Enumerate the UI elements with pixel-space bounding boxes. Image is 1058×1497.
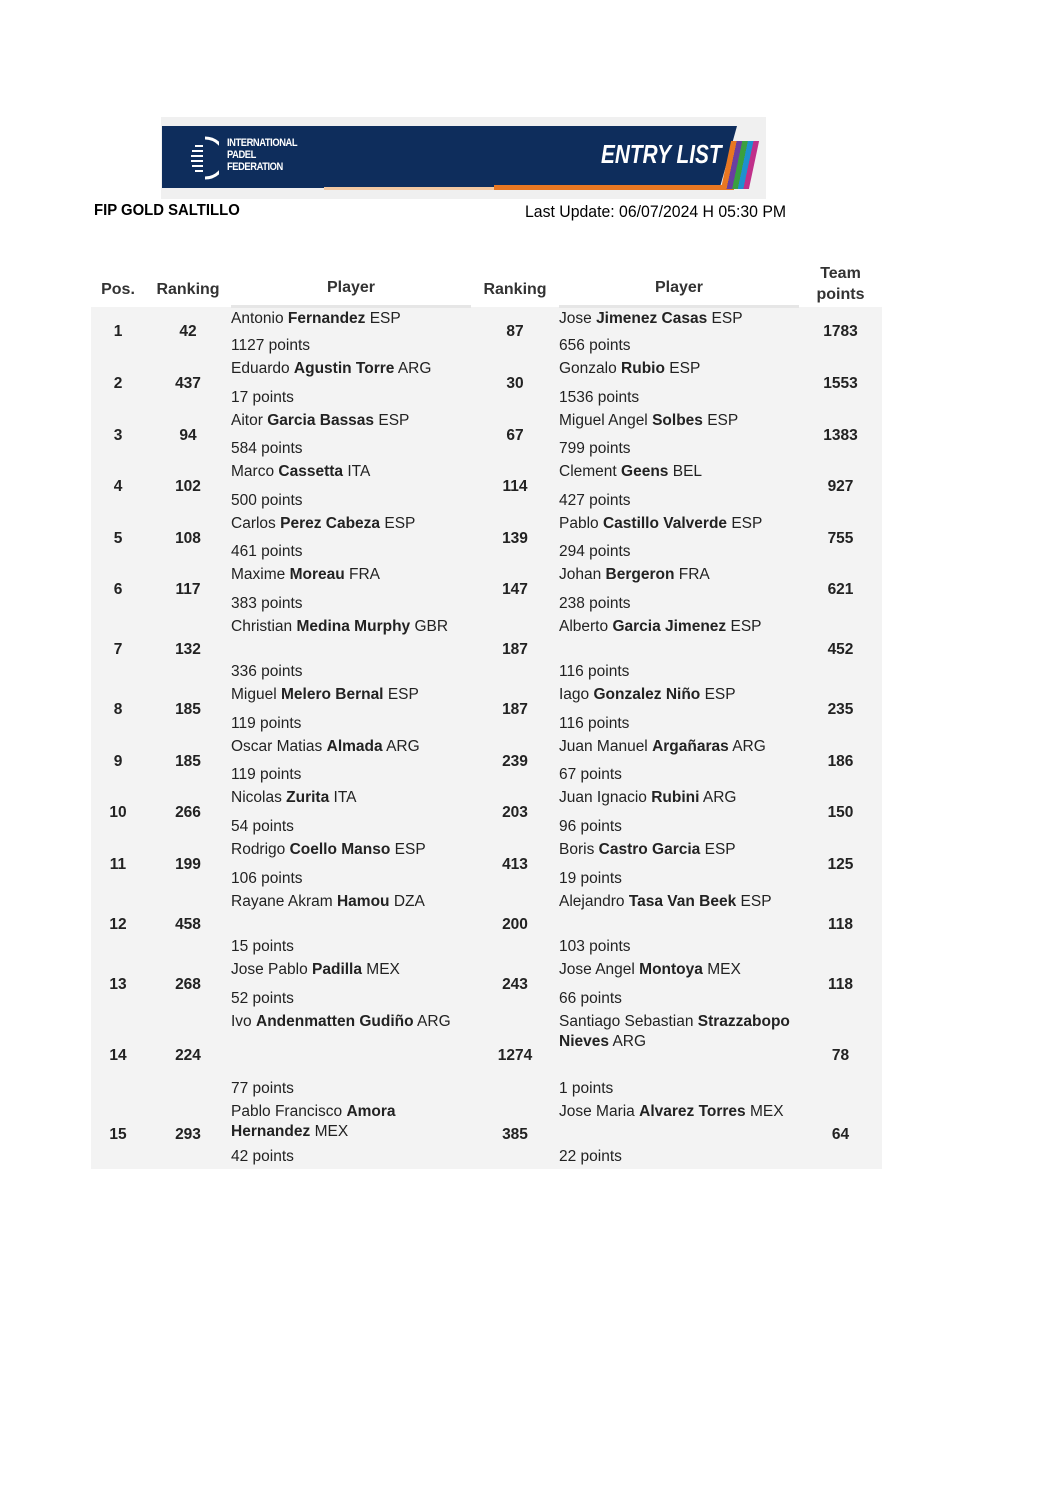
player-points: 1127 points xyxy=(231,337,310,354)
player-points: 500 points xyxy=(231,492,303,509)
player-name xyxy=(559,617,799,637)
player-cell xyxy=(231,513,471,564)
col-team-points xyxy=(799,252,882,307)
team-points: 452 xyxy=(827,641,854,658)
player-first-name: Gonzalo xyxy=(559,360,617,377)
player-name xyxy=(231,514,471,534)
player-cell xyxy=(231,959,471,1011)
player-points: 66 points xyxy=(559,990,622,1007)
player-first-name: Alejandro xyxy=(559,893,625,910)
player-first-name: Carlos xyxy=(231,515,276,532)
team-points: 1783 xyxy=(823,323,858,341)
ranking-2: 385 xyxy=(502,1126,528,1143)
table-row xyxy=(91,513,882,564)
player-points: 336 points xyxy=(231,663,303,680)
player-name xyxy=(231,309,471,329)
player-last-name: Gonzalez Niño xyxy=(593,686,701,703)
player-first-name: Juan Ignacio xyxy=(559,789,647,806)
player-name xyxy=(559,788,799,808)
player-last-name: Argañaras xyxy=(652,738,729,755)
ranking-1: 94 xyxy=(179,426,197,444)
player-cell xyxy=(559,839,799,891)
player-first-name: Aitor xyxy=(231,412,263,429)
player-first-name: Alberto xyxy=(559,618,609,635)
ranking-2: 147 xyxy=(502,581,528,598)
player-points: 294 points xyxy=(559,543,631,560)
team-points: 186 xyxy=(827,752,854,770)
ranking-1: 458 xyxy=(175,916,201,933)
position: 2 xyxy=(113,375,123,392)
player-points: 106 points xyxy=(231,870,303,887)
player-points: 42 points xyxy=(231,1148,294,1165)
ranking-2: 1274 xyxy=(497,1047,533,1064)
ranking-2: 114 xyxy=(502,478,528,495)
player-name xyxy=(231,1102,471,1142)
player-last-name: Hamou xyxy=(336,893,390,910)
player-cell xyxy=(559,564,799,616)
player-first-name: Juan Manuel xyxy=(559,738,648,755)
col-team-points-line2: points xyxy=(816,285,865,303)
player-last-name: Rubini xyxy=(651,789,700,806)
player-name xyxy=(231,960,471,980)
player-name xyxy=(559,1102,799,1122)
player-points: 52 points xyxy=(231,990,294,1007)
player-first-name: Jose Pablo xyxy=(231,961,308,978)
player-cell xyxy=(231,410,471,461)
ranking-1: 437 xyxy=(175,375,201,392)
player-country: FRA xyxy=(349,566,381,583)
player-country: FRA xyxy=(678,566,710,583)
team-points: 235 xyxy=(827,701,854,718)
player-cell xyxy=(231,839,471,891)
player-name xyxy=(231,462,471,482)
ranking-2: 30 xyxy=(506,375,524,392)
player-cell xyxy=(231,564,471,616)
position: 13 xyxy=(109,976,127,993)
player-country: BEL xyxy=(672,463,703,480)
player-points: 427 points xyxy=(559,492,631,509)
player-country: ARG xyxy=(612,1033,647,1050)
player-first-name: Marco xyxy=(231,463,275,480)
ranking-2: 87 xyxy=(506,323,524,341)
position: 6 xyxy=(113,581,123,598)
player-points: 383 points xyxy=(231,595,303,612)
banner-title: ENTRY LIST xyxy=(601,139,722,169)
player-cell xyxy=(559,616,799,684)
position: 3 xyxy=(113,426,123,444)
player-first-name: Ivo xyxy=(231,1013,252,1030)
player-country: ESP xyxy=(387,686,419,703)
player-points: 656 points xyxy=(559,337,631,354)
ranking-2: 243 xyxy=(502,976,528,993)
player-last-name: Solbes xyxy=(652,412,703,429)
player-last-name: Garcia Jimenez xyxy=(612,618,727,635)
ranking-1: 224 xyxy=(175,1047,201,1064)
player-name xyxy=(559,892,799,912)
player-name xyxy=(559,1012,799,1052)
player-points: 15 points xyxy=(231,938,294,955)
player-last-name: Zurita xyxy=(286,789,330,806)
player-name xyxy=(559,840,799,860)
player-name xyxy=(559,685,799,705)
player-country: ESP xyxy=(378,412,410,429)
table-row xyxy=(91,564,882,616)
player-name xyxy=(231,411,471,431)
ranking-2: 413 xyxy=(502,856,528,873)
ranking-1: 266 xyxy=(175,804,201,821)
player-country: ESP xyxy=(384,515,416,532)
table-row xyxy=(91,358,882,410)
ranking-1: 132 xyxy=(175,641,201,658)
player-name xyxy=(231,685,471,705)
player-last-name: Coello Manso xyxy=(289,841,391,858)
player-cell xyxy=(231,736,471,787)
col-ranking-2: Ranking xyxy=(483,280,547,298)
player-country: ESP xyxy=(669,360,701,377)
player-country: ESP xyxy=(730,618,762,635)
fip-logo-icon xyxy=(189,135,219,181)
player-country: ESP xyxy=(369,310,401,327)
player-country: MEX xyxy=(707,961,741,978)
player-points: 119 points xyxy=(231,715,302,732)
player-points: 584 points xyxy=(231,440,303,457)
player-cell xyxy=(231,1101,471,1169)
player-country: ESP xyxy=(740,893,772,910)
player-name xyxy=(231,892,471,912)
player-name xyxy=(559,462,799,482)
ranking-1: 185 xyxy=(175,701,201,718)
player-last-name: Moreau xyxy=(289,566,345,583)
team-points: 621 xyxy=(827,581,854,598)
table-row xyxy=(91,839,882,891)
player-country: ARG xyxy=(417,1013,451,1030)
table-row xyxy=(91,787,882,839)
ranking-2: 187 xyxy=(502,641,528,658)
table-row xyxy=(91,616,882,684)
player-first-name: Eduardo xyxy=(231,360,290,377)
player-name xyxy=(559,309,799,329)
player-last-name: Andenmatten Gudiño xyxy=(256,1013,414,1030)
position: 5 xyxy=(113,529,123,547)
player-last-name: Amora Hernandez xyxy=(231,1103,396,1140)
player-country: ESP xyxy=(704,686,736,703)
player-points: 17 points xyxy=(231,389,294,406)
col-player-2: Player xyxy=(559,252,799,307)
player-first-name: Rodrigo xyxy=(231,841,286,858)
player-points: 22 points xyxy=(559,1148,622,1165)
player-name xyxy=(231,840,471,860)
player-country: ESP xyxy=(704,841,736,858)
player-country: ITA xyxy=(333,789,357,806)
player-first-name: Christian xyxy=(231,618,293,635)
player-cell xyxy=(559,891,799,959)
player-first-name: Rayane Akram xyxy=(231,893,333,910)
player-points: 799 points xyxy=(559,440,631,457)
table-row xyxy=(91,1101,882,1169)
player-first-name: Santiago Sebastian xyxy=(559,1013,694,1030)
player-cell xyxy=(231,1011,471,1101)
player-name xyxy=(559,565,799,585)
player-first-name: Oscar Matias xyxy=(231,738,323,755)
col-player-1: Player xyxy=(231,252,471,307)
player-first-name: Antonio xyxy=(231,310,284,327)
player-cell xyxy=(559,410,799,461)
table-row xyxy=(91,684,882,736)
player-country: ESP xyxy=(731,515,763,532)
ranking-1: 102 xyxy=(175,478,201,495)
ranking-1: 199 xyxy=(175,856,201,873)
player-cell xyxy=(559,684,799,736)
player-name xyxy=(559,514,799,534)
position: 9 xyxy=(113,752,123,770)
player-country: ARG xyxy=(702,789,737,806)
player-last-name: Alvarez Torres xyxy=(639,1103,746,1120)
ranking-2: 203 xyxy=(502,804,528,821)
team-points: 1553 xyxy=(823,375,858,392)
table-row xyxy=(91,461,882,513)
col-ranking-1: Ranking xyxy=(156,280,220,298)
ranking-2: 139 xyxy=(502,529,528,547)
player-last-name: Agustin Torre xyxy=(293,360,395,377)
player-last-name: Strazzabopo Nieves xyxy=(559,1013,790,1050)
player-cell xyxy=(231,684,471,736)
banner-accent-bar xyxy=(494,185,734,190)
table-row xyxy=(91,307,882,359)
player-last-name: Medina Murphy xyxy=(296,618,411,635)
player-name xyxy=(231,359,471,379)
player-first-name: Jose Angel xyxy=(559,961,635,978)
ranking-1: 108 xyxy=(175,529,201,547)
player-cell xyxy=(559,358,799,410)
col-team-points-line1: Team xyxy=(820,264,861,282)
player-cell xyxy=(559,736,799,787)
player-country: ARG xyxy=(397,360,432,377)
player-name xyxy=(231,565,471,585)
player-country: ARG xyxy=(386,738,420,755)
position: 4 xyxy=(113,478,123,495)
player-last-name: Montoya xyxy=(639,961,703,978)
banner-accent-line xyxy=(324,187,494,190)
player-first-name: Boris xyxy=(559,841,595,858)
ranking-1: 117 xyxy=(175,581,201,598)
table-row xyxy=(91,891,882,959)
position: 15 xyxy=(109,1126,127,1143)
ranking-2: 200 xyxy=(502,916,528,933)
player-points: 461 points xyxy=(231,543,303,560)
player-points: 103 points xyxy=(559,938,631,955)
player-points: 19 points xyxy=(559,870,622,887)
player-first-name: Clement xyxy=(559,463,617,480)
player-last-name: Perez Cabeza xyxy=(280,515,381,532)
player-first-name: Iago xyxy=(559,686,590,703)
ranking-2: 67 xyxy=(506,426,524,444)
player-first-name: Jose xyxy=(559,310,592,327)
player-points: 1536 points xyxy=(559,389,640,406)
player-points: 238 points xyxy=(559,595,631,612)
position: 1 xyxy=(113,323,123,341)
player-cell xyxy=(231,461,471,513)
player-points: 119 points xyxy=(231,766,302,783)
player-name xyxy=(559,359,799,379)
player-first-name: Pablo xyxy=(559,515,599,532)
team-points: 118 xyxy=(827,976,853,993)
player-cell xyxy=(231,787,471,839)
player-last-name: Tasa Van Beek xyxy=(628,893,737,910)
table-header xyxy=(91,252,882,307)
player-last-name: Rubio xyxy=(621,360,665,377)
player-country: ARG xyxy=(732,738,766,755)
player-country: DZA xyxy=(393,893,425,910)
header-banner xyxy=(161,117,766,199)
player-last-name: Castillo Valverde xyxy=(602,515,728,532)
table-row xyxy=(91,959,882,1011)
entry-list-table xyxy=(91,252,882,1169)
player-points: 96 points xyxy=(559,818,622,835)
player-last-name: Geens xyxy=(621,463,669,480)
table-row xyxy=(91,736,882,787)
ranking-2: 187 xyxy=(502,701,528,718)
player-country: MEX xyxy=(749,1103,784,1120)
position: 8 xyxy=(113,701,123,718)
player-points: 116 points xyxy=(559,715,630,732)
player-first-name: Miguel Angel xyxy=(559,412,648,429)
player-first-name: Miguel xyxy=(231,686,277,703)
player-cell xyxy=(559,307,799,359)
player-last-name: Fernandez xyxy=(287,310,366,327)
player-last-name: Bergeron xyxy=(605,566,675,583)
player-name xyxy=(231,617,471,637)
table-row xyxy=(91,1011,882,1101)
position: 12 xyxy=(109,916,127,933)
player-cell xyxy=(559,787,799,839)
player-first-name: Maxime xyxy=(231,566,286,583)
team-points: 78 xyxy=(831,1047,850,1064)
player-country: GBR xyxy=(414,618,449,635)
ranking-2: 239 xyxy=(502,752,528,770)
player-cell xyxy=(559,461,799,513)
player-cell xyxy=(231,891,471,959)
position: 14 xyxy=(109,1047,127,1064)
position: 11 xyxy=(109,856,127,873)
player-first-name: Nicolas xyxy=(231,789,282,806)
ranking-1: 293 xyxy=(175,1126,201,1143)
team-points: 150 xyxy=(827,804,854,821)
player-cell xyxy=(231,307,471,359)
player-last-name: Cassetta xyxy=(278,463,344,480)
logo-text: INTERNATIONAL PADEL FEDERATION xyxy=(227,137,298,173)
player-last-name: Garcia Bassas xyxy=(267,412,375,429)
last-update: Last Update: 06/07/2024 H 05:30 PM xyxy=(525,202,787,221)
player-cell xyxy=(559,1101,799,1169)
position: 10 xyxy=(109,804,127,821)
player-country: ESP xyxy=(707,412,739,429)
player-last-name: Almada xyxy=(326,738,383,755)
player-last-name: Jimenez Casas xyxy=(596,310,708,327)
player-cell xyxy=(231,358,471,410)
player-name xyxy=(231,737,471,757)
player-points: 54 points xyxy=(231,818,294,835)
ranking-1: 185 xyxy=(175,752,201,770)
team-points: 64 xyxy=(831,1126,850,1143)
team-points: 755 xyxy=(827,529,854,547)
team-points: 118 xyxy=(827,916,853,933)
table-row xyxy=(91,410,882,461)
ranking-1: 268 xyxy=(175,976,201,993)
player-name xyxy=(559,411,799,431)
ranking-1: 42 xyxy=(179,323,197,341)
event-name: FIP GOLD SALTILLO xyxy=(94,202,240,219)
player-last-name: Padilla xyxy=(312,961,362,978)
player-points: 1 points xyxy=(559,1080,614,1097)
player-first-name: Jose Maria xyxy=(559,1103,635,1120)
team-points: 1383 xyxy=(823,426,858,444)
player-points: 67 points xyxy=(559,766,622,783)
player-country: ESP xyxy=(711,310,743,327)
player-country: ESP xyxy=(394,841,426,858)
position: 7 xyxy=(113,641,123,658)
player-name xyxy=(231,788,471,808)
player-first-name: Johan xyxy=(559,566,602,583)
col-pos: Pos. xyxy=(101,280,135,298)
player-name xyxy=(559,960,799,980)
player-first-name: Pablo Francisco xyxy=(231,1103,343,1120)
player-country: MEX xyxy=(366,961,400,978)
player-country: MEX xyxy=(314,1123,349,1140)
player-cell xyxy=(559,513,799,564)
player-country: ITA xyxy=(347,463,371,480)
team-points: 927 xyxy=(827,478,854,495)
player-points: 116 points xyxy=(559,663,630,680)
player-name xyxy=(559,737,799,757)
player-points: 77 points xyxy=(231,1080,294,1097)
player-last-name: Castro Garcia xyxy=(598,841,701,858)
player-name xyxy=(231,1012,471,1032)
player-last-name: Melero Bernal xyxy=(280,686,384,703)
player-cell xyxy=(559,959,799,1011)
player-cell xyxy=(559,1011,799,1101)
team-points: 125 xyxy=(827,856,854,873)
player-cell xyxy=(231,616,471,684)
